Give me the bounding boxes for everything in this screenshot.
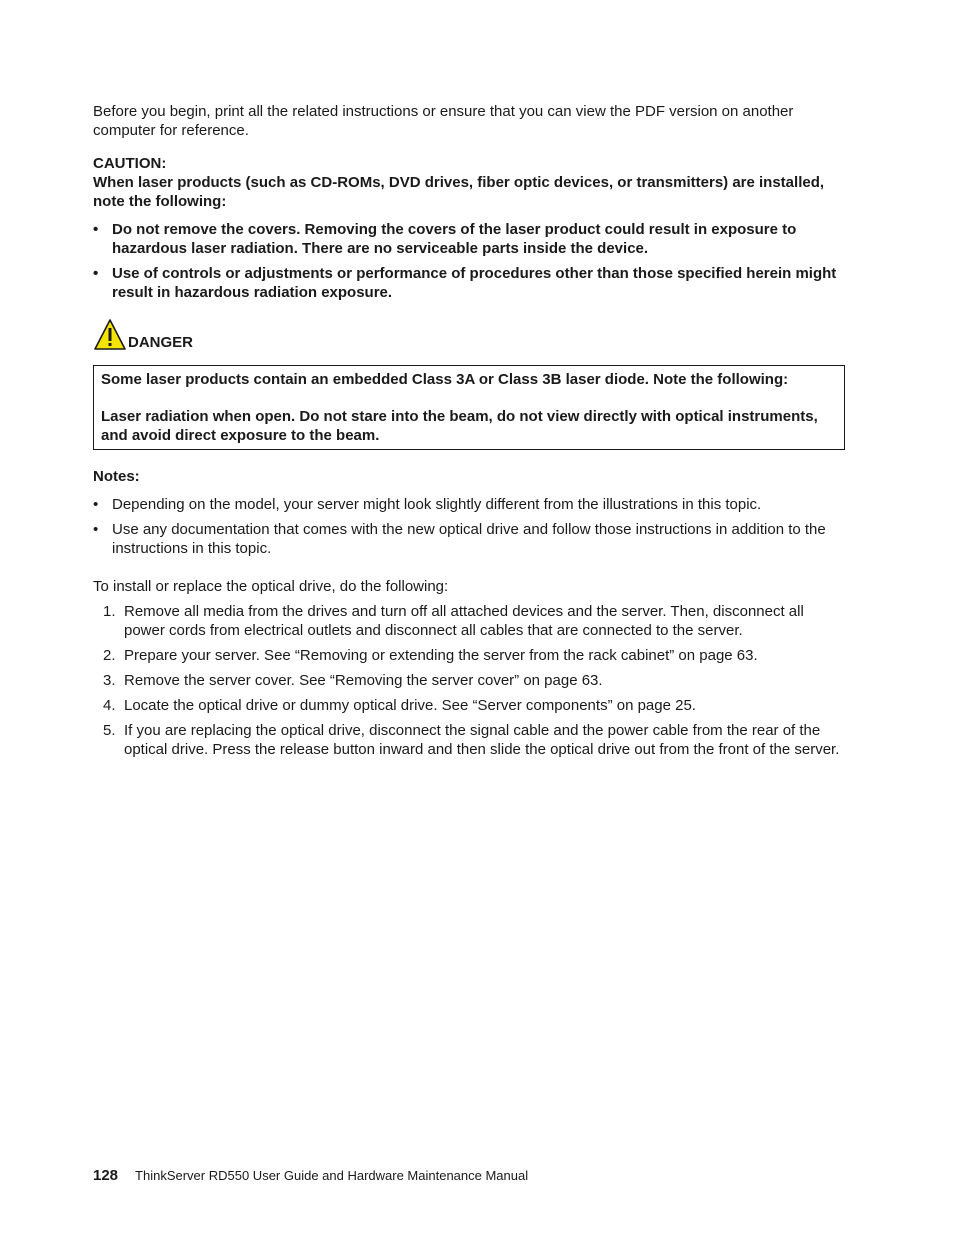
- danger-box-line: Some laser products contain an embedded Class 3A or Class 3B laser diode. Note the following:: [101, 371, 789, 388]
- step-item: [93, 696, 845, 715]
- document-title: ThinkServer RD550 User Guide and Hardware Maintenance Manual: [135, 1168, 529, 1183]
- step-item: [93, 721, 845, 759]
- step-text: Remove the server cover. See “Removing the server cover” on page 63.: [124, 672, 603, 689]
- procedure-intro: To install or replace the optical drive, do the following:: [93, 578, 449, 595]
- danger-box-line: Laser radiation when open. Do not stare into the beam, do not view directly with optical instruments, and avoid direct exposure to the beam.: [101, 408, 818, 444]
- danger-box: [93, 365, 845, 450]
- danger-heading: [93, 316, 845, 351]
- note-item: • Depending on the model, your server might look slightly different from the illustrations in this topic.: [93, 495, 845, 514]
- step-number: 2.: [103, 647, 116, 664]
- intro-paragraph: Before you begin, print all the related instructions or ensure that you can view the PDF version on another computer for reference.: [93, 103, 794, 139]
- caution-item: • Do not remove the covers. Removing the covers of the laser product could result in exposure to hazardous laser radiation. There are no serviceable parts inside the device.: [93, 220, 845, 258]
- caution-body: When laser products (such as CD-ROMs, DVD drives, fiber optic devices, or transmitters) are installed, note the following:: [93, 174, 825, 210]
- page-content: [93, 102, 845, 765]
- danger-label: DANGER: [128, 334, 194, 351]
- step-text: If you are replacing the optical drive, disconnect the signal cable and the power cable from the rear of the optical drive. Press the release button inward and then slide the optical drive out from the front of the server.: [124, 722, 840, 758]
- caution-title: CAUTION:: [93, 155, 167, 172]
- caution-item: • Use of controls or adjustments or performance of procedures other than those specified herein might result in hazardous radiation exposure.: [93, 264, 845, 302]
- step-item: [93, 671, 845, 690]
- page-number: 128: [93, 1167, 119, 1184]
- step-text: Prepare your server. See “Removing or extending the server from the rack cabinet” on page 63.: [124, 647, 758, 664]
- notes-list: [93, 495, 845, 558]
- page-footer: [93, 1166, 528, 1185]
- caution-list: [93, 220, 845, 302]
- step-number: 3.: [103, 672, 116, 689]
- procedure-steps: [93, 602, 845, 759]
- note-item: • Use any documentation that comes with the new optical drive and follow those instructions in addition to the instructions in this topic.: [93, 520, 845, 558]
- step-number: 5.: [103, 722, 116, 739]
- step-item: [93, 602, 845, 640]
- step-number: 1.: [103, 603, 116, 620]
- step-text: Remove all media from the drives and turn off all attached devices and the server. Then, disconnect all power cords from electrical outlets and disconnect all cables that are connected to the server.: [124, 603, 804, 639]
- notes-title: Notes:: [93, 468, 140, 485]
- step-number: 4.: [103, 697, 116, 714]
- step-text: Locate the optical drive or dummy optical drive. See “Server components” on page 25.: [124, 697, 696, 714]
- step-item: [93, 646, 845, 665]
- warning-triangle-icon: [93, 318, 127, 351]
